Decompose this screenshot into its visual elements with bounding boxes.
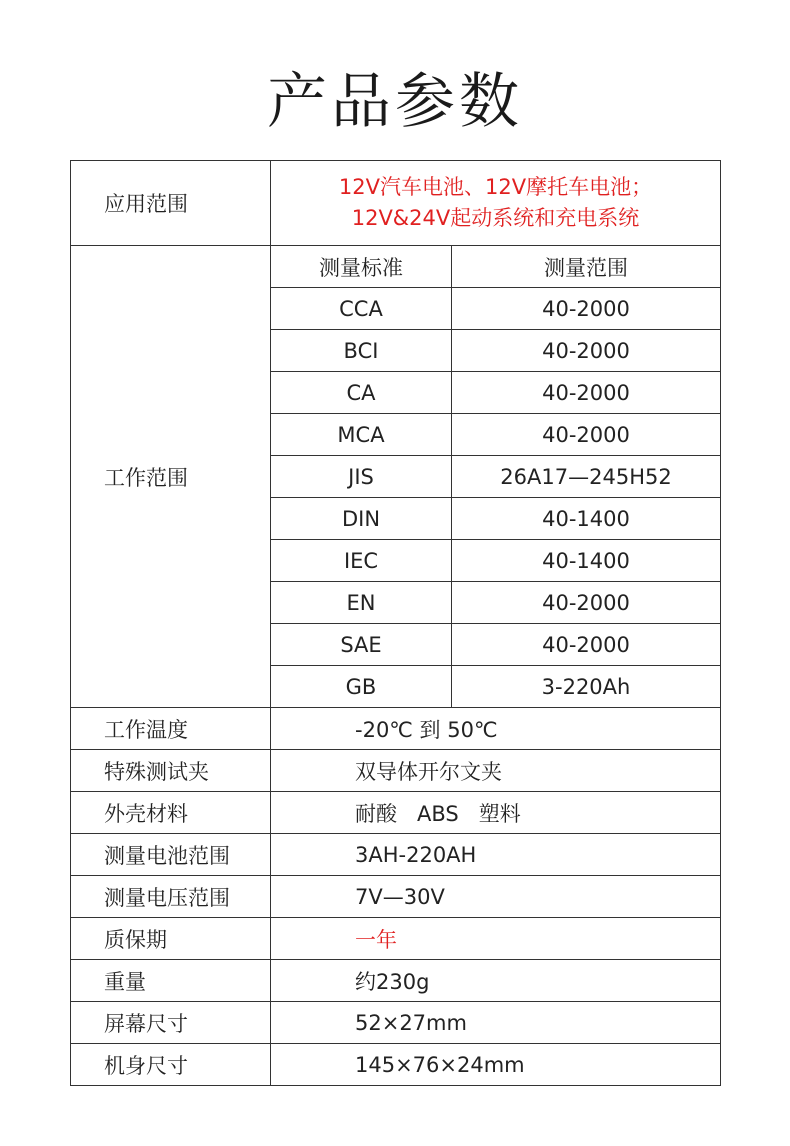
spec-label: 外壳材料	[71, 792, 271, 834]
range-cell: 40-1400	[452, 498, 721, 540]
spec-label: 测量电压范围	[71, 876, 271, 918]
header-standard: 测量标准	[271, 246, 452, 288]
standard-cell: IEC	[271, 540, 452, 582]
spec-value: 耐酸 ABS 塑料	[271, 792, 721, 834]
spec-label: 特殊测试夹	[71, 750, 271, 792]
spec-label: 工作温度	[71, 708, 271, 750]
header-range: 测量范围	[452, 246, 721, 288]
spec-value: 7V—30V	[271, 876, 721, 918]
table-row-warranty	[71, 918, 721, 960]
range-cell: 40-2000	[452, 372, 721, 414]
page-title: 产品参数	[267, 67, 523, 137]
spec-value: 双导体开尔文夹	[271, 750, 721, 792]
range-cell: 40-2000	[452, 624, 721, 666]
application-line-2: 12V&24V起动系统和充电系统	[351, 206, 640, 230]
spec-value: 约230g	[271, 960, 721, 1002]
table-row-working-header	[71, 246, 721, 288]
spec-table	[70, 160, 721, 1086]
table-row-weight	[71, 960, 721, 1002]
working-range-label: 工作范围	[71, 246, 271, 708]
standard-cell: GB	[271, 666, 452, 708]
range-cell: 40-1400	[452, 540, 721, 582]
standard-cell: MCA	[271, 414, 452, 456]
table-row-screen-size	[71, 1002, 721, 1044]
spec-label: 机身尺寸	[71, 1044, 271, 1086]
spec-value: 一年	[271, 918, 721, 960]
application-value	[271, 161, 721, 246]
table-row-application	[71, 161, 721, 246]
range-cell: 40-2000	[452, 414, 721, 456]
table-row-housing	[71, 792, 721, 834]
standard-cell: BCI	[271, 330, 452, 372]
spec-label: 屏幕尺寸	[71, 1002, 271, 1044]
table-row-battery-range	[71, 834, 721, 876]
spec-label: 质保期	[71, 918, 271, 960]
table-row-clamp	[71, 750, 721, 792]
application-label: 应用范围	[71, 161, 271, 246]
spec-value: 145×76×24mm	[271, 1044, 721, 1086]
standard-cell: JIS	[271, 456, 452, 498]
range-cell: 40-2000	[452, 288, 721, 330]
standard-cell: CCA	[271, 288, 452, 330]
standard-cell: EN	[271, 582, 452, 624]
spec-label: 测量电池范围	[71, 834, 271, 876]
standard-cell: CA	[271, 372, 452, 414]
spec-value: 3AH-220AH	[271, 834, 721, 876]
standard-cell: DIN	[271, 498, 452, 540]
range-cell: 40-2000	[452, 330, 721, 372]
spec-label: 重量	[71, 960, 271, 1002]
table-row-voltage-range	[71, 876, 721, 918]
range-cell: 3-220Ah	[452, 666, 721, 708]
application-line-1: 12V汽车电池、12V摩托车电池；	[338, 175, 653, 199]
standard-cell: SAE	[271, 624, 452, 666]
table-row-body-size	[71, 1044, 721, 1086]
range-cell: 40-2000	[452, 582, 721, 624]
spec-value: -20℃ 到 50℃	[271, 708, 721, 750]
spec-value: 52×27mm	[271, 1002, 721, 1044]
table-row-operating-temp	[71, 708, 721, 750]
range-cell: 26A17—245H52	[452, 456, 721, 498]
